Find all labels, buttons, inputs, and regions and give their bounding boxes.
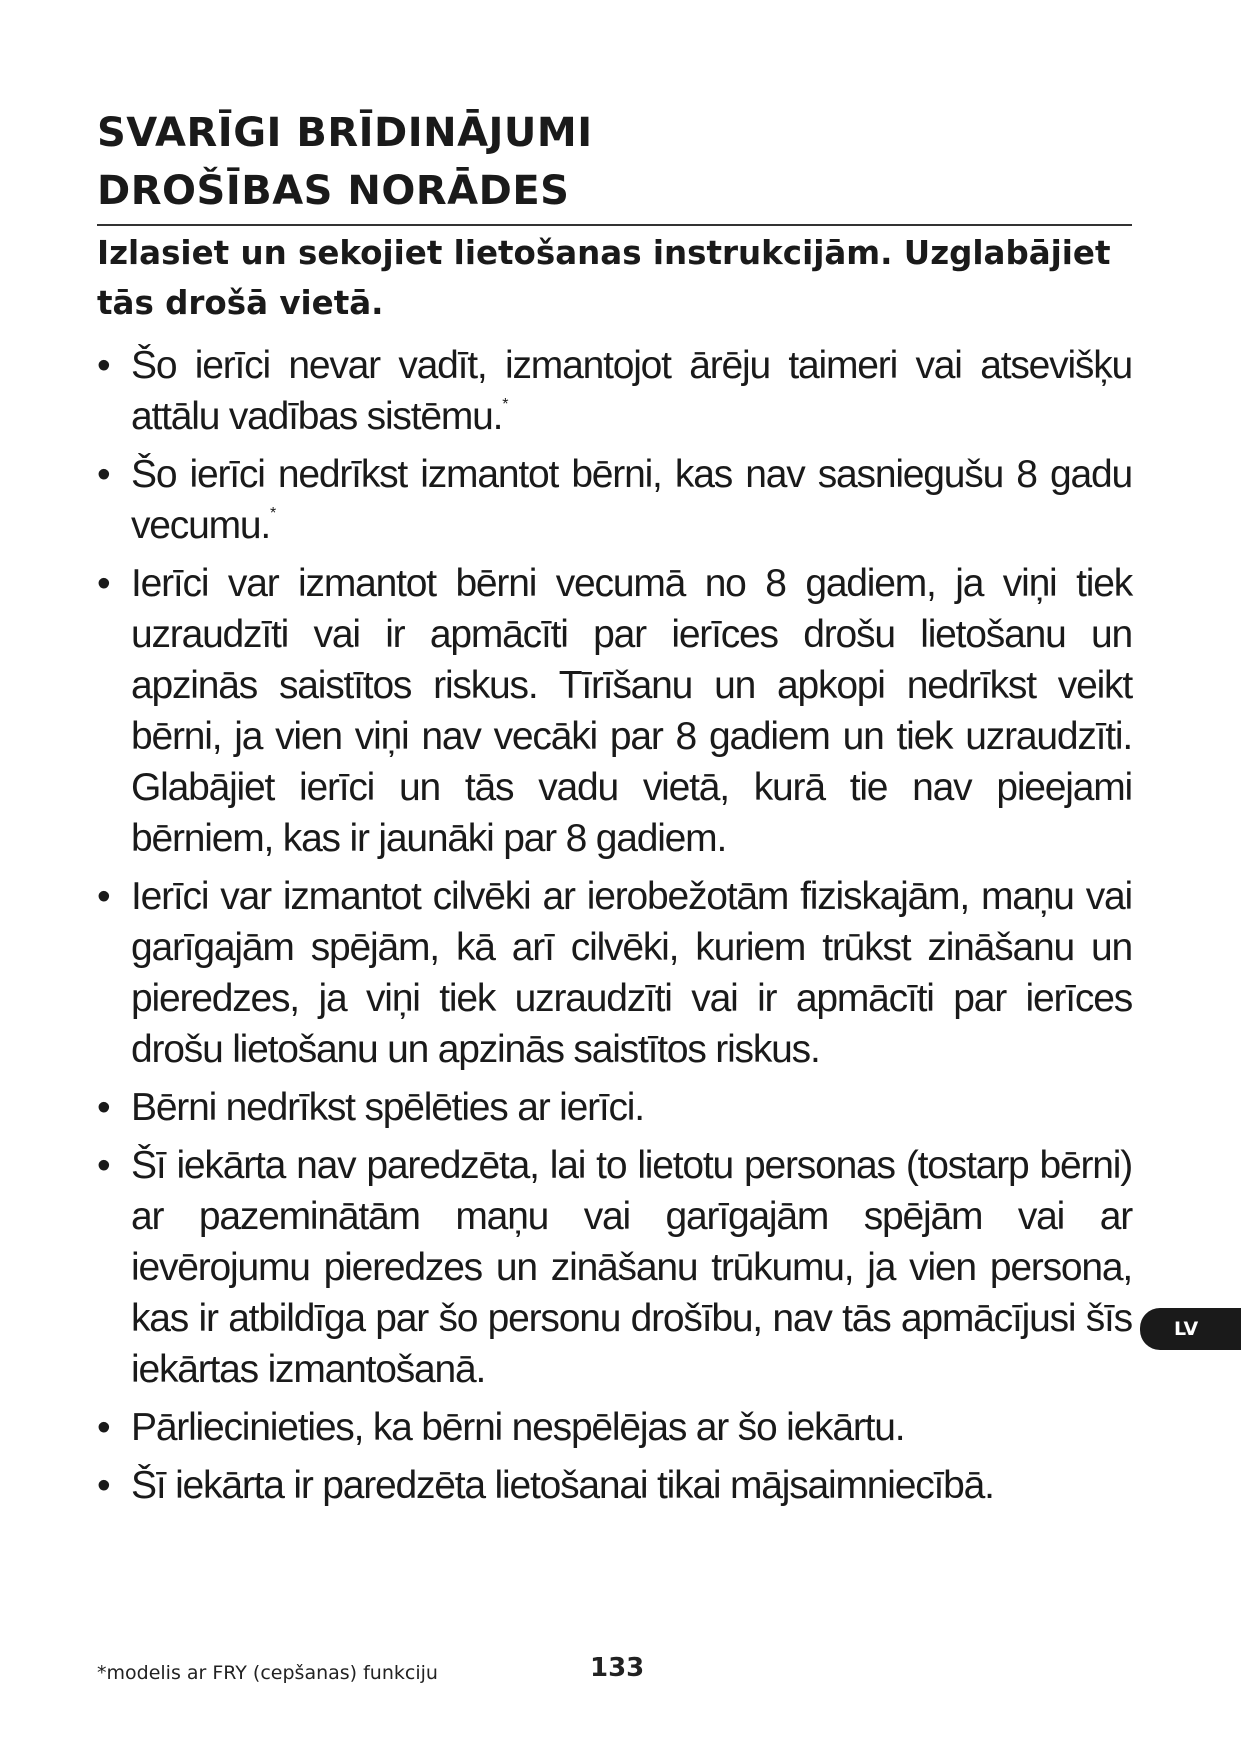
footnote-mark: * <box>270 505 276 522</box>
bullet-icon: • <box>97 1086 110 1129</box>
list-item-text: Pārliecinieties, ka bērni nespēlējas ar šo iekārtu. <box>131 1406 905 1449</box>
list-item <box>97 1082 1132 1133</box>
list-item <box>97 1402 1132 1453</box>
heading-line-2: DROŠĪBAS NORĀDES <box>97 168 570 214</box>
list-item-text: Šī iekārta nav paredzēta, lai to lietotu personas (tostarp bērni) ar pazeminātām maņu vai garīgajām spējām vai ar ievērojumu pieredzes un zināšanu trūkumu, ja vien persona, kas ir atbildīga par šo personu drošību, nav tās apmācījusi šīs iekārtas izmantošanā. <box>131 1144 1132 1391</box>
list-item-text: Bērni nedrīkst spēlēties ar ierīci. <box>131 1086 644 1129</box>
list-item <box>97 1460 1132 1511</box>
list-item <box>97 1140 1132 1395</box>
heading-divider <box>97 224 1132 226</box>
footnote-mark: * <box>502 396 508 413</box>
language-tab <box>1140 1308 1241 1350</box>
heading-line-1: SVARĪGI BRĪDINĀJUMI <box>97 110 593 156</box>
list-item <box>97 340 1132 442</box>
bullet-icon: • <box>97 344 110 387</box>
warnings-list <box>97 340 1132 1518</box>
bullet-icon: • <box>97 1144 110 1187</box>
bullet-icon: • <box>97 453 110 496</box>
bullet-icon: • <box>97 1464 110 1507</box>
list-item-text: Šī iekārta ir paredzēta lietošanai tikai mājsaimniecībā. <box>131 1464 994 1507</box>
list-item <box>97 449 1132 551</box>
list-item <box>97 558 1132 864</box>
list-item-text: Šo ierīci nevar vadīt, izmantojot ārēju taimeri vai atsevišķu attālu vadības sistēmu. <box>131 344 1132 438</box>
bullet-icon: • <box>97 875 110 918</box>
list-item-text: Ierīci var izmantot cilvēki ar ierobežotām fiziskajām, maņu vai garīgajām spējām, kā arī cilvēki, kuriem trūkst zināšanu un pieredzes, ja viņi tiek uzraudzīti vai ir apmācīti par ierīces drošu lietošanu un apzinās saistītos riskus. <box>131 875 1132 1071</box>
bullet-icon: • <box>97 1406 110 1449</box>
bullet-icon: • <box>97 562 110 605</box>
list-item-text: Šo ierīci nedrīkst izmantot bērni, kas nav sasniegušu 8 gadu vecumu. <box>131 453 1132 547</box>
footnote: *modelis ar FRY (cepšanas) funkciju <box>97 1662 438 1684</box>
language-tab-label: LV <box>1174 1318 1199 1340</box>
list-item <box>97 871 1132 1075</box>
intro-text: Izlasiet un sekojiet lietošanas instrukcijām. Uzglabājiet tās drošā vietā. <box>97 234 1111 322</box>
page-heading <box>97 104 1132 220</box>
page-number: 133 <box>590 1653 645 1683</box>
list-item-text: Ierīci var izmantot bērni vecumā no 8 gadiem, ja viņi tiek uzraudzīti vai ir apmācīti par ierīces drošu lietošanu un apzinās saistītos riskus. Tīrīšanu un apkopi nedrīkst veikt bērni, ja vien viņi nav vecāki par 8 gadiem un tiek uzraudzīti. Glabājiet ierīci un tās vadu vietā, kurā tie nav pieejami bērniem, kas ir jaunāki par 8 gadiem. <box>131 562 1132 860</box>
